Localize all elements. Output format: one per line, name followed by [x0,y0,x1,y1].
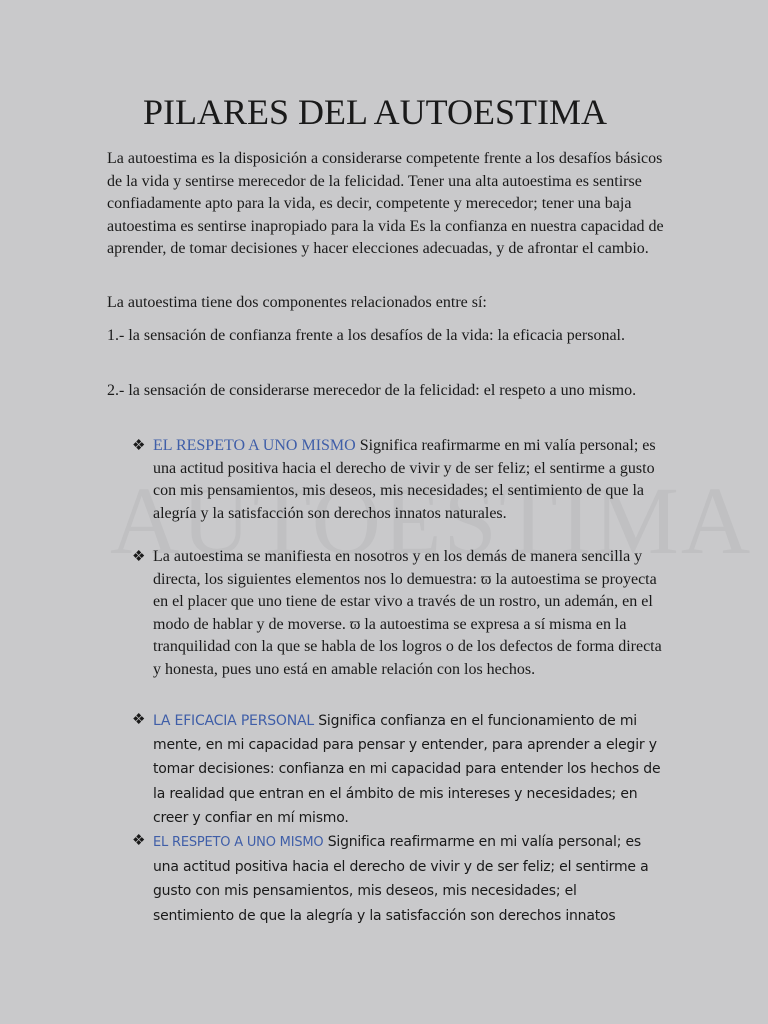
bullet-item-respeto [132,435,662,525]
bullet-heading: EL RESPETO A UNO MISMO [153,437,356,454]
bullet-text: Significa confianza en el funcionamiento de mi mente, en mi capacidad para pensar y entender, para aprender a elegir y tomar decisiones: confianza en mi capacidad para entender los hechos de la realidad que entran en el ámbito de mis intereses y necesidades; en creer y confiar en mí mismo. [153,713,661,826]
component-1: 1.- la sensación de confianza frente a los desafíos de la vida: la eficacia personal. [107,327,625,344]
bullet-text: La autoestima se manifiesta en nosotros y en los demás de manera sencilla y directa, los siguientes elementos nos lo demuestra: ϖ la autoestima se proyecta en el placer que uno tiene de estar vivo a través de un rostro, un ademán, en el modo de hablar y de moverse. ϖ la autoestima se expresa a sí misma en la tranquilidad con la que se habla de los logros o de los defectos de forma directa y honesta, pues uno está en amable relación con los hechos. [153,548,662,678]
components-intro: La autoestima tiene dos componentes relacionados entre sí: [107,294,487,311]
intro-paragraph: La autoestima es la disposición a considerarse competente frente a los desafíos básicos de la vida y sentirse merecedor de la felicidad. Tener una alta autoestima es sentirse confiadamente apto para la vida, es decir, competente y merecedor; tener una baja autoestima es sentirse inapropiado para la vida Es la confianza en nuestra capacidad de aprender, de tomar decisiones y hacer elecciones adecuadas, y de afrontar el cambio. [107,150,664,258]
bullet-item-manifestacion [132,546,662,682]
bullet-text: Significa reafirmarme en mi valía personal; es una actitud positiva hacia el derecho de vivir y de ser feliz; el sentirme a gusto con mis pensamientos, mis deseos, mis necesidades; el sentimiento de que la alegría y la satisfacción son derechos innatos [153,834,649,924]
diamond-bullet-icon: ❖ [132,549,146,565]
bullet-item-eficacia [132,709,662,830]
bullet-text: Significa reafirmarme en mi valía personal; es una actitud positiva hacia el derecho de vivir y de ser feliz; el sentirme a gusto con mis pensamientos, mis deseos, mis necesidades; el sentimiento de que la alegría y la satisfacción son derechos innatos naturales. [153,437,656,522]
component-2: 2.- la sensación de considerarse merecedor de la felicidad: el respeto a uno mismo. [107,382,637,399]
bullet-heading: LA EFICACIA PERSONAL [153,713,314,729]
diamond-bullet-icon: ❖ [132,712,146,728]
document-title: PILARES DEL AUTOESTIMA [143,92,608,132]
bullet-item-respeto-repeat [132,830,662,928]
diamond-bullet-icon: ❖ [132,833,146,849]
bullet-heading: EL RESPETO A UNO MISMO [153,835,324,850]
diamond-bullet-icon: ❖ [132,438,146,454]
